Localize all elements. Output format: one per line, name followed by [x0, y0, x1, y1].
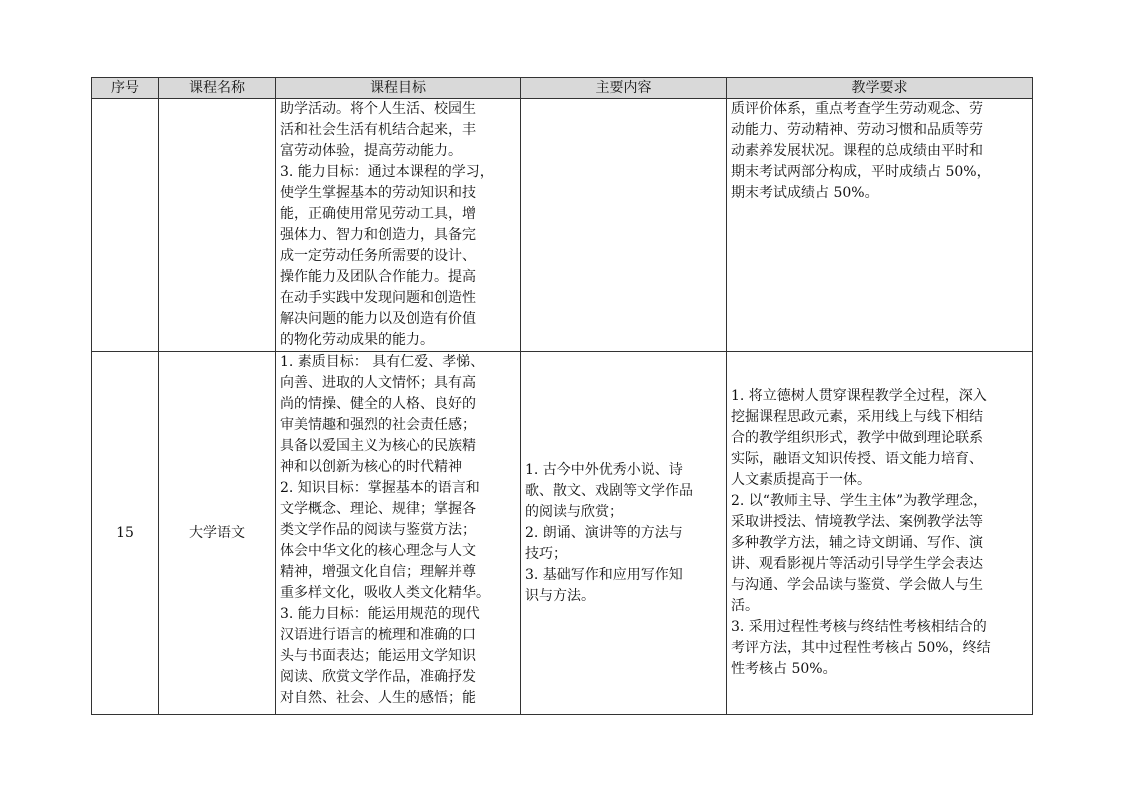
cell-text-line: 汉语进行语言的梳理和准确的口: [280, 627, 476, 643]
cell-text-line: 尚的情操、健全的人格、良好的: [280, 396, 476, 412]
cell-text-line: 类文学作品的阅读与鉴赏方法；: [280, 522, 476, 538]
cell-content: [521, 352, 727, 715]
cell-text-line: 考评方法，其中过程性考核占 50%，终结: [731, 640, 991, 656]
cell-text-line: 重多样文化，吸收人类文化精华。: [280, 585, 490, 601]
cell-text-line: 体会中华文化的核心理念与人文: [280, 543, 476, 559]
cell-text-line: 2. 朗诵、演讲等的方法与: [525, 524, 683, 541]
cell-text-line: 头与书面表达；能运用文学知识: [280, 648, 476, 664]
cell-text-line: 采取讲授法、情境教学法、案例教学法等: [731, 514, 983, 530]
cell-course-name: 大学语文: [159, 352, 276, 715]
cell-objectives: [276, 99, 521, 352]
cell-text-line: 的物化劳动成果的能力。: [280, 332, 434, 348]
cell-text-line: 期末考试两部分构成，平时成绩占 50%，: [731, 164, 991, 180]
cell-content: [521, 99, 727, 352]
cell-text-line: 成一定劳动任务所需要的设计、: [280, 248, 476, 264]
cell-text-line: 动能力、劳动精神、劳动习惯和品质等劳: [731, 122, 983, 138]
header-row: [92, 78, 1033, 99]
cell-text-line: 期末考试成绩占 50%。: [731, 185, 879, 201]
cell-no: 15: [92, 352, 159, 715]
course-table: [91, 77, 1033, 715]
cell-text-line: 神和以创新为核心的时代精神: [280, 459, 462, 475]
header-requirements: 教学要求: [727, 78, 1033, 99]
cell-text-line: 解决问题的能力以及创造有价值: [280, 311, 476, 327]
table-row: [92, 352, 1033, 715]
cell-text-line: 歌、散文、戏剧等文学作品: [525, 482, 693, 499]
cell-text-line: 讲、观看影视片等活动引导学生学会表达: [731, 556, 983, 572]
cell-text-line: 2. 知识目标：掌握基本的语言和: [280, 480, 480, 496]
cell-text-line: 文学概念、理论、规律；掌握各: [280, 501, 476, 517]
cell-text-line: 3. 基础写作和应用写作知: [525, 566, 683, 583]
header-objectives: 课程目标: [276, 78, 521, 99]
cell-text-line: 能，正确使用常见劳动工具，增: [280, 206, 476, 222]
cell-text-line: 富劳动体验，提高劳动能力。: [280, 143, 462, 159]
cell-text-line: 具备以爱国主义为核心的民族精: [280, 438, 476, 454]
cell-text-line: 多种教学方法，辅之诗文朗诵、写作、演: [731, 535, 983, 551]
cell-text-line: 人文素质提高于一体。: [731, 472, 871, 488]
table-row: [92, 99, 1033, 352]
cell-text-line: 活和社会生活有机结合起来，丰: [280, 122, 476, 138]
cell-text-line: 与沟通、学会品读与鉴赏、学会做人与生: [731, 577, 983, 593]
cell-text-line: 识与方法。: [525, 587, 595, 604]
cell-requirements: [727, 99, 1033, 352]
header-course-name: 课程名称: [159, 78, 276, 99]
cell-text-line: 操作能力及团队合作能力。提高: [280, 269, 476, 285]
header-content: 主要内容: [521, 78, 727, 99]
cell-text-line: 1. 素质目标： 具有仁爱、孝悌、: [280, 354, 485, 370]
cell-text-line: 动素养发展状况。课程的总成绩由平时和: [731, 143, 983, 159]
cell-requirements: [727, 352, 1033, 715]
cell-text-line: 实际，融语文知识传授、语文能力培育、: [731, 451, 983, 467]
cell-text-line: 合的教学组织形式，教学中做到理论联系: [731, 430, 983, 446]
cell-text-line: 阅读、欣赏文学作品，准确抒发: [280, 669, 476, 685]
cell-text-line: 在动手实践中发现问题和创造性: [280, 290, 476, 306]
cell-text-line: 1. 将立德树人贯穿课程教学全过程，深入: [731, 388, 987, 404]
cell-text-line: 助学活动。将个人生活、校园生: [280, 101, 476, 117]
cell-text-line: 质评价体系，重点考查学生劳动观念、劳: [731, 101, 983, 117]
cell-text-line: 对自然、社会、人生的感悟；能: [280, 690, 476, 706]
cell-text-line: 2. 以“教师主导、学生主体”为教学理念，: [731, 493, 988, 509]
cell-text-line: 3. 能力目标：通过本课程的学习，: [280, 164, 494, 180]
cell-objectives: [276, 352, 521, 715]
cell-text-line: 审美情趣和强烈的社会责任感；: [280, 417, 476, 433]
cell-text-line: 向善、进取的人文情怀；具有高: [280, 375, 476, 391]
cell-text-line: 挖掘课程思政元素，采用线上与线下相结: [731, 409, 983, 425]
cell-text-line: 技巧；: [525, 545, 567, 562]
cell-course-name: [159, 99, 276, 352]
cell-text-line: 的阅读与欣赏；: [525, 503, 623, 520]
cell-text-line: 使学生掌握基本的劳动知识和技: [280, 185, 476, 201]
cell-text-line: 精神，增强文化自信；理解并尊: [280, 564, 476, 580]
cell-text-line: 3. 能力目标：能运用规范的现代: [280, 606, 480, 622]
cell-text-line: 强体力、智力和创造力，具备完: [280, 227, 476, 243]
header-no: 序号: [92, 78, 159, 99]
cell-no: [92, 99, 159, 352]
cell-text-line: 活。: [731, 598, 759, 614]
cell-text-line: 性考核占 50%。: [731, 661, 837, 677]
cell-text-line: 3. 采用过程性考核与终结性考核相结合的: [731, 619, 987, 635]
cell-text-line: 1. 古今中外优秀小说、诗: [525, 461, 683, 478]
